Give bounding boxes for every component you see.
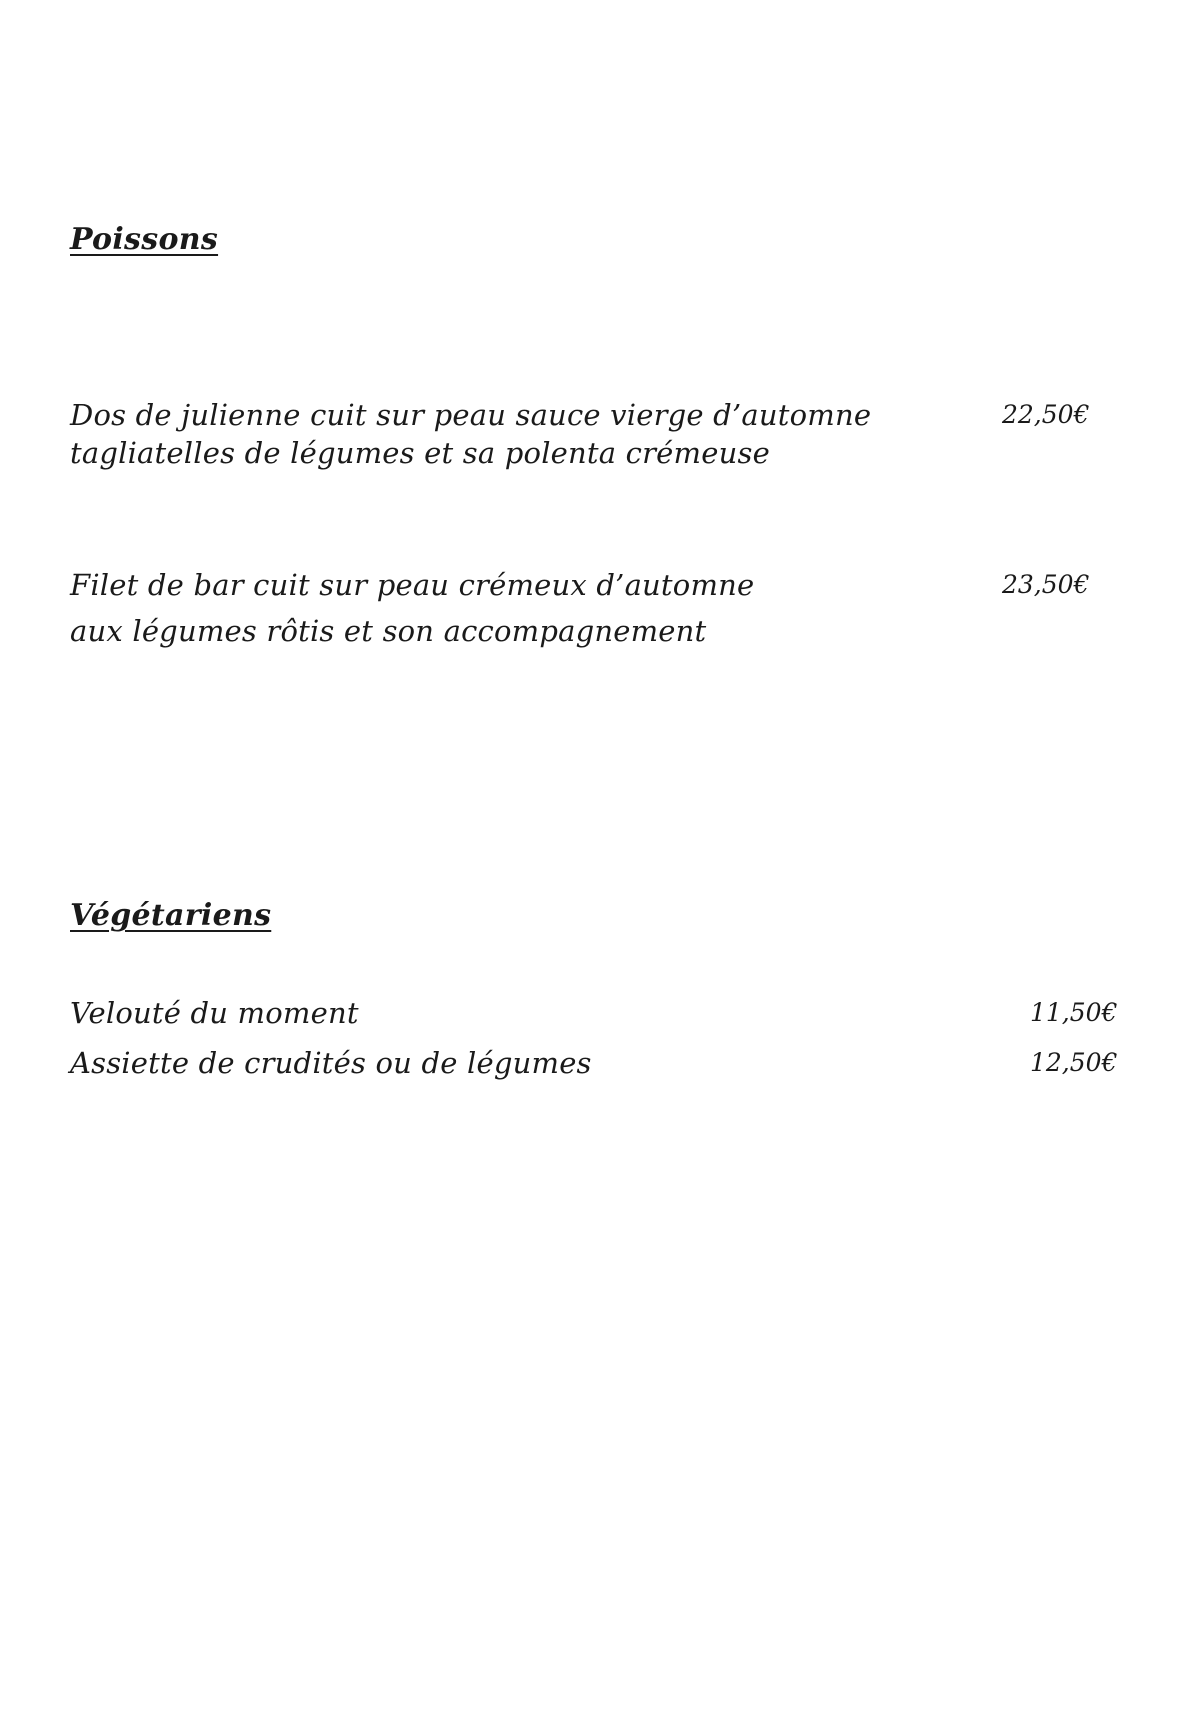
menu-item-description-line: tagliatelles de légumes et sa polenta crémeuse — [70, 436, 770, 470]
menu-item-name: Velouté du moment — [70, 996, 359, 1030]
menu-item-description-line: Filet de bar cuit sur peau crémeux d’automne — [70, 568, 755, 602]
vegetarian-items-list — [70, 994, 1120, 1094]
section-title-poissons: Poissons — [70, 222, 219, 257]
menu-item-description-line: Dos de julienne cuit sur peau sauce vierge d’automne — [70, 398, 872, 432]
section-title-vegetariens: Végétariens — [70, 898, 272, 933]
menu-item-price: 22,50€ — [1002, 400, 1090, 429]
menu-item-price: 23,50€ — [1002, 570, 1090, 599]
menu-item-description-line: aux légumes rôtis et son accompagnement — [70, 614, 707, 648]
menu-item-price: 11,50€ — [1030, 998, 1118, 1027]
menu-item-name: Assiette de crudités ou de légumes — [70, 1046, 592, 1080]
menu-item — [70, 396, 1120, 472]
menu-item-price: 12,50€ — [1030, 1048, 1118, 1077]
menu-item — [70, 566, 1120, 650]
menu-item — [70, 994, 1120, 1044]
menu-item — [70, 1044, 1120, 1094]
